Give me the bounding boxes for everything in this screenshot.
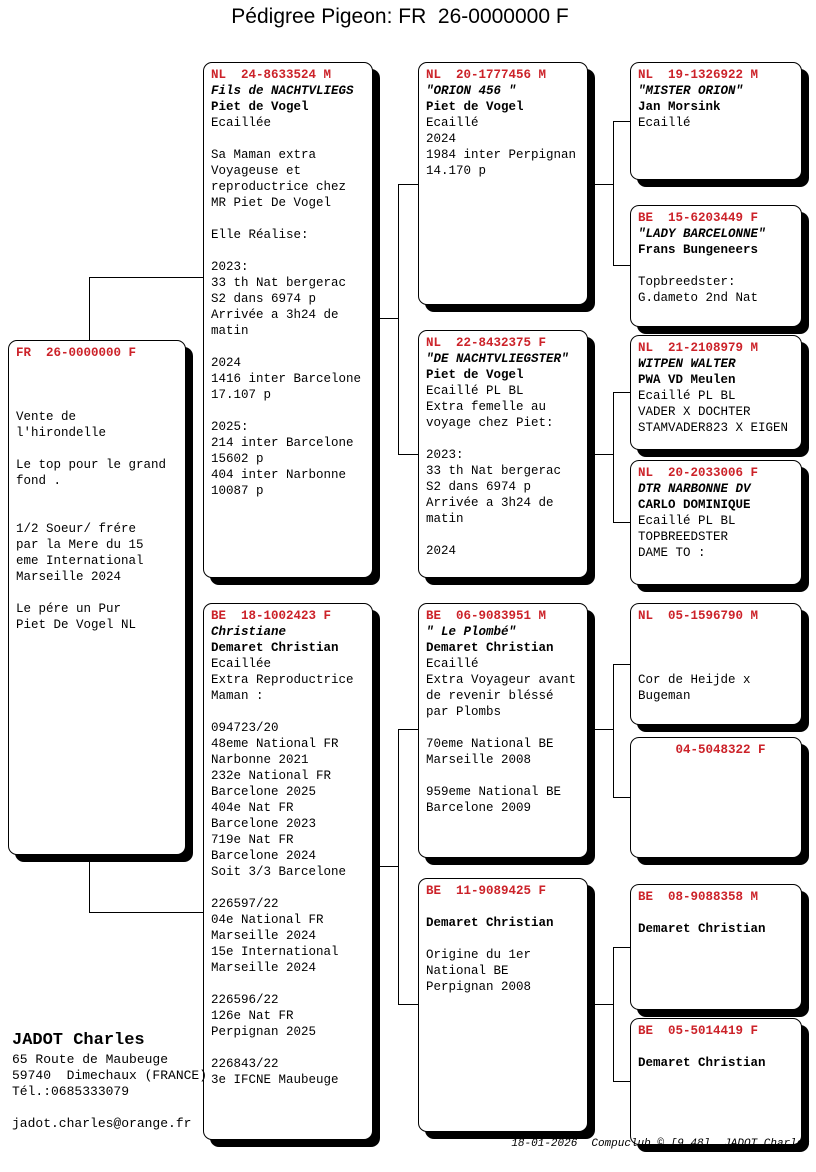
box-text	[426, 624, 580, 816]
pedigree-box-sire-sire-sire	[630, 62, 802, 180]
box-text-line: Perpignan 2008	[426, 980, 532, 994]
box-text-line: 17.107 p	[211, 388, 272, 402]
box-text-line	[211, 243, 365, 259]
box-text-line	[638, 258, 794, 274]
box-text-line: PWA VD Meulen	[638, 373, 736, 387]
box-text-line: matin	[211, 324, 249, 338]
box-text-line: Demaret Christian	[638, 1056, 766, 1070]
box-text-line	[16, 393, 178, 409]
pedigree-connector-line	[398, 184, 399, 455]
pedigree-box-dam-sire-sire	[630, 603, 802, 725]
box-text-line: CARLO DOMINIQUE	[638, 498, 751, 512]
box-text-line: Perpignan 2025	[211, 1025, 317, 1039]
box-text-line: Marseille 2008	[426, 753, 532, 767]
pedigree-connector-line	[595, 729, 613, 730]
box-text	[211, 624, 365, 1088]
ring-number: FR 26-0000000 F	[16, 346, 137, 360]
pedigree-box-sire-dam	[418, 330, 588, 578]
pedigree-connector-line	[613, 522, 630, 523]
box-text-line: Demaret Christian	[426, 641, 554, 655]
box-text-line: Barcelone 2023	[211, 817, 317, 831]
pedigree-box-sire	[203, 62, 373, 578]
box-text-line: Bugeman	[638, 689, 691, 703]
pedigree-connector-line	[380, 318, 398, 319]
box-text-line	[426, 431, 580, 447]
ring-number: NL 21-2108979 M	[638, 341, 759, 355]
box-text-line	[638, 640, 794, 656]
box-text-line	[211, 131, 365, 147]
pedigree-connector-line	[613, 797, 630, 798]
box-text-line: 959eme National BE	[426, 785, 562, 799]
ring-number: BE 08-9088358 M	[638, 890, 759, 904]
box-text-line: Ecaillée	[211, 116, 272, 130]
box-text-line: Extra Voyageur avant	[426, 673, 577, 687]
ring-number: NL 20-1777456 M	[426, 68, 547, 82]
box-text-line: Piet de Vogel	[426, 368, 524, 382]
box-text-line: Marseille 2024	[211, 929, 317, 943]
box-text-line	[426, 899, 580, 915]
box-text-line: voyage chez Piet:	[426, 416, 554, 430]
ring-number: NL 05-1596790 M	[638, 609, 759, 623]
box-text-line: Piet de Vogel	[211, 100, 309, 114]
box-text-line: DTR NARBONNE DV	[638, 482, 751, 496]
box-text	[638, 905, 794, 937]
box-text-line: Piet De Vogel NL	[16, 618, 137, 632]
pedigree-connector-line	[613, 664, 630, 665]
pedigree-connector-line	[595, 184, 613, 185]
pedigree-connector-line	[89, 277, 90, 341]
box-text	[426, 899, 580, 995]
box-text-line: Maman :	[211, 689, 264, 703]
box-text-line	[638, 624, 794, 640]
box-text	[638, 624, 794, 704]
box-text-line: de revenir bléssé	[426, 689, 554, 703]
box-text-line: Extra femelle au	[426, 400, 547, 414]
box-text-line: National BE	[426, 964, 509, 978]
ring-number: BE 11-9089425 F	[426, 884, 547, 898]
box-text-line: Narbonne 2021	[211, 753, 309, 767]
pedigree-connector-line	[613, 947, 630, 948]
box-text-line	[211, 976, 365, 992]
box-text-line: fond .	[16, 474, 62, 488]
pedigree-connector-line	[613, 121, 614, 266]
box-text-line: Demaret Christian	[638, 922, 766, 936]
ring-number: NL 24-8633524 M	[211, 68, 332, 82]
box-text-line	[16, 505, 178, 521]
ring-number: 04-5048322 F	[638, 743, 766, 757]
box-text-line: Ecaillé PL BL	[638, 514, 736, 528]
pedigree-connector-line	[89, 855, 90, 913]
box-text-line	[638, 905, 794, 921]
footer	[497, 1138, 810, 1150]
pedigree-box-dam-dam	[418, 878, 588, 1132]
box-text-line: VADER X DOCHTER	[638, 405, 751, 419]
box-text-line: 094723/20	[211, 721, 279, 735]
box-text-line: TOPBREEDSTER	[638, 530, 729, 544]
pedigree-connector-line	[380, 866, 398, 867]
box-text-line	[211, 880, 365, 896]
box-text-line: 1416 inter Barcelone	[211, 372, 362, 386]
box-text-line: 2025:	[211, 420, 249, 434]
pedigree-connector-line	[398, 454, 418, 455]
pedigree-connector-line	[398, 729, 399, 1005]
footer-user: JADOT Charles	[724, 1138, 810, 1150]
box-text-line	[426, 527, 580, 543]
pedigree-box-dam	[203, 603, 373, 1140]
box-text-line: Elle Réalise:	[211, 228, 309, 242]
box-text-line: Extra Reproductrice	[211, 673, 354, 687]
box-text	[638, 83, 794, 131]
pedigree-connector-line	[613, 664, 614, 798]
pedigree-box-sire-dam-sire	[630, 335, 802, 450]
pedigree-box-sire-sire-dam	[630, 205, 802, 327]
box-text-line: Demaret Christian	[426, 916, 554, 930]
box-text-line: 2024	[211, 356, 242, 370]
box-text-line	[211, 403, 365, 419]
box-text-line: Barcelone 2009	[426, 801, 532, 815]
box-text-line	[426, 720, 580, 736]
ring-number: NL 20-2033006 F	[638, 466, 759, 480]
box-text-line: 2023:	[211, 260, 249, 274]
box-text-line: Arrivée a 3h24 de	[426, 496, 554, 510]
box-text-line: Vente de	[16, 410, 77, 424]
box-text-line: 3e IFCNE Maubeuge	[211, 1073, 339, 1087]
box-text-line: Soit 3/3 Barcelone	[211, 865, 347, 879]
box-text-line: DAME TO :	[638, 546, 706, 560]
box-text-line	[16, 489, 178, 505]
box-text-line: 1984 inter Perpignan	[426, 148, 577, 162]
box-text-line	[16, 441, 178, 457]
box-text-line: S2 dans 6974 p	[211, 292, 317, 306]
box-text	[426, 351, 580, 559]
pedigree-connector-line	[89, 277, 203, 278]
box-text-line: Le top pour le grand	[16, 458, 167, 472]
pedigree-connector-line	[613, 392, 614, 523]
box-text-line: Sa Maman extra	[211, 148, 317, 162]
box-text-line	[211, 1040, 365, 1056]
pedigree-connector-line	[613, 121, 630, 122]
box-text-line	[638, 656, 794, 672]
box-text	[638, 1039, 794, 1071]
box-text-line	[16, 361, 178, 377]
box-text-line: Origine du 1er	[426, 948, 532, 962]
box-text-line: 404e Nat FR	[211, 801, 294, 815]
box-text-line	[426, 931, 580, 947]
box-text-line: matin	[426, 512, 464, 526]
pedigree-connector-line	[613, 392, 630, 393]
box-text-line: "DE NACHTVLIEGSTER"	[426, 352, 569, 366]
pedigree-connector-line	[613, 1081, 630, 1082]
pedigree-connector-line	[398, 1004, 418, 1005]
pedigree-box-dam-dam-dam	[630, 1018, 802, 1145]
box-text-line: 214 inter Barcelone	[211, 436, 354, 450]
box-text-line: Ecaillé PL BL	[638, 389, 736, 403]
ring-number: BE 05-5014419 F	[638, 1024, 759, 1038]
box-text	[16, 361, 178, 633]
box-text-line	[426, 768, 580, 784]
box-text	[426, 83, 580, 179]
pedigree-box-subject	[8, 340, 186, 855]
ring-number: BE 06-9083951 M	[426, 609, 547, 623]
box-text-line	[16, 377, 178, 393]
box-text-line: 14.170 p	[426, 164, 487, 178]
box-text-line: WITPEN WALTER	[638, 357, 736, 371]
pedigree-connector-line	[595, 1004, 613, 1005]
box-text-line: 126e Nat FR	[211, 1009, 294, 1023]
pedigree-connector-line	[398, 184, 418, 185]
box-text-line: reproductrice chez	[211, 180, 347, 194]
pedigree-box-sire-dam-dam	[630, 460, 802, 585]
box-text-line: 404 inter Narbonne	[211, 468, 347, 482]
ring-number: BE 15-6203449 F	[638, 211, 759, 225]
ring-number: NL 22-8432375 F	[426, 336, 547, 350]
box-text-line: 04e National FR	[211, 913, 324, 927]
box-text-line: Jan Morsink	[638, 100, 721, 114]
box-text	[638, 356, 794, 436]
pedigree-box-dam-sire-dam	[630, 737, 802, 858]
box-text-line: Voyageuse et	[211, 164, 302, 178]
box-text-line: Marseille 2024	[16, 570, 122, 584]
box-text-line: S2 dans 6974 p	[426, 480, 532, 494]
box-text	[638, 481, 794, 561]
box-text-line	[638, 1039, 794, 1055]
box-text-line: l'hirondelle	[16, 426, 107, 440]
box-text-line: 226596/22	[211, 993, 279, 1007]
box-text-line	[211, 704, 365, 720]
owner-email: jadot.charles@orange.fr	[12, 1116, 192, 1131]
pedigree-connector-line	[613, 947, 614, 1082]
box-text-line: Demaret Christian	[211, 641, 339, 655]
box-text-line: Barcelone 2025	[211, 785, 317, 799]
box-text-line: Ecaillée	[211, 657, 272, 671]
pedigree-box-dam-dam-sire	[630, 884, 802, 1010]
box-text-line: 15e International	[211, 945, 339, 959]
box-text-line: 1/2 Soeur/ frére	[16, 522, 137, 536]
box-text-line: Ecaillé PL BL	[426, 384, 524, 398]
box-text-line: 10087 p	[211, 484, 264, 498]
pedigree-connector-line	[613, 265, 630, 266]
box-text-line: Fils de NACHTVLIEGS	[211, 84, 354, 98]
pedigree-connector-line	[89, 912, 203, 913]
box-text-line: Arrivée a 3h24 de	[211, 308, 339, 322]
pedigree-box-sire-sire	[418, 62, 588, 305]
box-text	[211, 83, 365, 499]
box-text-line	[211, 211, 365, 227]
footer-software: Compuclub © [9.48]	[591, 1138, 711, 1150]
box-text-line: 2024	[426, 544, 457, 558]
owner-address-line: 65 Route de Maubeuge	[12, 1052, 169, 1067]
box-text-line: Ecaillé	[426, 116, 479, 130]
box-text-line: 70eme National BE	[426, 737, 554, 751]
pedigree-connector-line	[595, 454, 613, 455]
box-text-line: Ecaillé	[426, 657, 479, 671]
box-text-line: eme International	[16, 554, 144, 568]
box-text-line: G.dameto 2nd Nat	[638, 291, 759, 305]
pedigree-box-dam-sire	[418, 603, 588, 858]
owner-block	[12, 1030, 207, 1132]
box-text-line: Topbreedster:	[638, 275, 736, 289]
box-text-line: par la Mere du 15	[16, 538, 144, 552]
box-text-line: 226843/22	[211, 1057, 279, 1071]
ring-number: BE 18-1002423 F	[211, 609, 332, 623]
box-text-line: Frans Bungeneers	[638, 243, 759, 257]
box-text-line: 232e National FR	[211, 769, 332, 783]
box-text-line: 2024	[426, 132, 457, 146]
box-text-line	[211, 339, 365, 355]
ring-number: NL 19-1326922 M	[638, 68, 759, 82]
box-text-line: 15602 p	[211, 452, 264, 466]
page-title: Pédigree Pigeon: FR 26-0000000 F	[231, 5, 569, 28]
pedigree-connector-line	[398, 729, 418, 730]
box-text	[638, 226, 794, 306]
box-text-line: "LADY BARCELONNE"	[638, 227, 766, 241]
owner-address-line: 59740 Dimechaux (FRANCE)	[12, 1068, 208, 1083]
box-text-line: 719e Nat FR	[211, 833, 294, 847]
box-text-line: par Plombs	[426, 705, 502, 719]
box-text-line: 226597/22	[211, 897, 279, 911]
box-text-line: Barcelone 2024	[211, 849, 317, 863]
box-text-line: " Le Plombé"	[426, 625, 517, 639]
box-text-line: Piet de Vogel	[426, 100, 524, 114]
box-text-line: 48eme National FR	[211, 737, 339, 751]
owner-phone: Tél.:0685333079	[12, 1084, 130, 1099]
box-text-line: 33 th Nat bergerac	[211, 276, 347, 290]
box-text-line: Marseille 2024	[211, 961, 317, 975]
owner-name: JADOT Charles	[12, 1031, 145, 1050]
box-text-line	[16, 585, 178, 601]
box-text-line: "ORION 456 "	[426, 84, 517, 98]
box-text-line: Christiane	[211, 625, 287, 639]
box-text-line: Ecaillé	[638, 116, 691, 130]
box-text-line: MR Piet De Vogel	[211, 196, 332, 210]
footer-date: 18-01-2026	[511, 1138, 578, 1150]
box-text-line: 2023:	[426, 448, 464, 462]
box-text-line: Le pére un Pur	[16, 602, 122, 616]
box-text-line: 33 th Nat bergerac	[426, 464, 562, 478]
box-text-line: STAMVADER823 X EIGEN	[638, 421, 789, 435]
box-text-line: "MISTER ORION"	[638, 84, 744, 98]
box-text-line: Cor de Heijde x	[638, 673, 751, 687]
